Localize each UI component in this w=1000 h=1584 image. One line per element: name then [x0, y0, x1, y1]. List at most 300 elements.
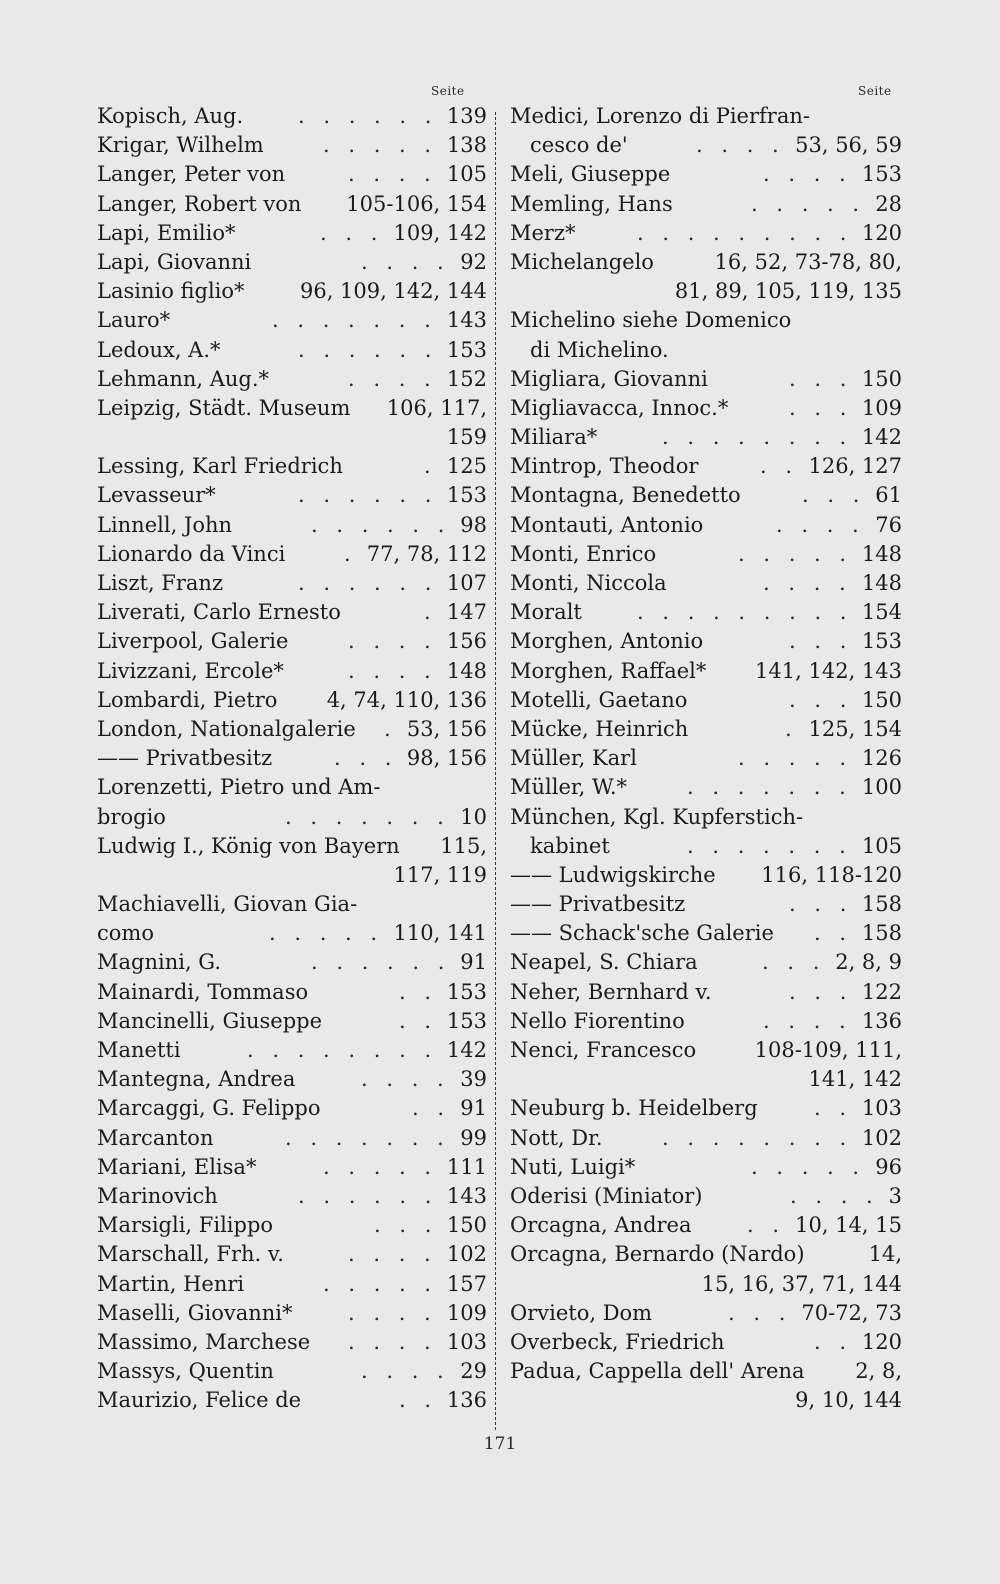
index-entry: [97, 1211, 487, 1240]
leader-dots: . . . .: [348, 162, 437, 187]
entry-name: —— Ludwigskirche: [510, 862, 716, 887]
entry-name: Lapi, Emilio*: [97, 220, 236, 245]
entry-name: Morghen, Antonio: [510, 629, 704, 654]
leader-dots: . . . . . . .: [687, 775, 852, 800]
index-entry: [97, 569, 487, 598]
index-entry: [510, 744, 902, 773]
entry-pages: 109: [861, 395, 902, 420]
index-entry: [510, 861, 902, 890]
entry-pages: 92: [460, 249, 487, 274]
leader-dots: . . . . .: [751, 1154, 866, 1179]
index-entry: [510, 1357, 902, 1386]
leader-dots: . . .: [374, 1213, 438, 1238]
leader-dots: . . . . .: [269, 921, 384, 946]
entry-name: como: [97, 921, 154, 946]
seite-label-right: Seite: [858, 84, 892, 98]
entry-name: Migliara, Giovanni: [510, 366, 708, 391]
leader-dots: . . . . . . .: [285, 1125, 450, 1150]
leader-dots: . . .: [802, 483, 866, 508]
leader-dots: . . . . .: [738, 746, 853, 771]
index-entry: [510, 511, 902, 540]
entry-pages: 106, 117,: [386, 395, 487, 420]
entry-pages: 105: [446, 162, 487, 187]
index-entry: [510, 248, 902, 277]
entry-name: Lorenzetti, Pietro und Am-: [97, 775, 381, 800]
entry-name: Manetti: [97, 1038, 181, 1062]
index-entry: [510, 598, 902, 627]
entry-pages: 61: [875, 483, 902, 508]
entry-pages: 126: [861, 746, 902, 771]
index-entry: [510, 1036, 902, 1065]
entry-pages: 153: [446, 337, 487, 362]
index-entry: [510, 1182, 902, 1211]
entry-name: Lehmann, Aug.*: [97, 366, 270, 391]
entry-pages: 136: [446, 1388, 487, 1413]
entry-pages: 147: [446, 600, 487, 625]
index-entry: [510, 219, 902, 248]
page-number: 171: [483, 1434, 517, 1454]
entry-pages: 150: [861, 366, 902, 391]
leader-dots: . . .: [728, 1300, 792, 1325]
leader-dots: . . . . . .: [311, 950, 451, 975]
entry-name: Motelli, Gaetano: [510, 687, 688, 712]
leader-dots: . . . .: [348, 366, 437, 391]
index-entry: [510, 277, 902, 306]
entry-name: brogio: [97, 804, 166, 829]
entry-pages: 153: [861, 162, 902, 187]
index-entry: [510, 190, 902, 219]
entry-pages: 156: [446, 629, 487, 654]
entry-name: Michelino siehe Domenico: [510, 308, 792, 333]
entry-name: —— Schack'sche Galerie: [510, 921, 774, 946]
index-entry: [97, 803, 487, 832]
entry-name: Mariani, Elisa*: [97, 1154, 257, 1179]
entry-name: Nello Fiorentino: [510, 1008, 685, 1033]
index-entry: [510, 481, 902, 510]
entry-pages: 16, 52, 73-78, 80,: [714, 249, 902, 274]
leader-dots: . . . . .: [323, 1154, 438, 1179]
index-entry: [510, 1240, 902, 1269]
leader-dots: . . . .: [763, 1008, 852, 1033]
entry-pages: 143: [446, 308, 487, 333]
leader-dots: . . . .: [348, 1329, 437, 1354]
entry-pages: 109, 142: [393, 220, 487, 245]
index-entry: [510, 569, 902, 598]
entry-name: Mintrop, Theodor: [510, 454, 699, 479]
leader-dots: . . . .: [348, 1242, 437, 1267]
index-entry: [510, 394, 902, 423]
entry-name: Maselli, Giovanni*: [97, 1300, 293, 1325]
entry-name: Linnell, John: [97, 512, 233, 537]
entry-pages: 116, 118-120: [761, 862, 902, 887]
index-entry: [510, 306, 902, 335]
leader-dots: . . . . .: [738, 541, 853, 566]
leader-dots: . . . . . . . .: [662, 1125, 853, 1150]
leader-dots: . . .: [320, 220, 384, 245]
entry-name: di Michelino.: [530, 337, 669, 362]
index-entry: [97, 423, 487, 452]
entry-pages: 98, 156: [406, 746, 487, 771]
entry-name: Lauro*: [97, 308, 171, 333]
entry-pages: 91: [460, 1096, 487, 1121]
entry-name: Mancinelli, Giuseppe: [97, 1008, 323, 1033]
index-entry: [510, 832, 902, 861]
entry-name: Padua, Cappella dell' Arena: [510, 1359, 805, 1384]
leader-dots: . . . . . .: [298, 571, 438, 595]
entry-name: Monti, Enrico: [510, 541, 657, 566]
entry-name: Nenci, Francesco: [510, 1038, 697, 1062]
index-entry: [97, 219, 487, 248]
index-entry: [97, 248, 487, 277]
index-entry: [510, 1124, 902, 1153]
entry-name: Orcagna, Bernardo (Nardo): [510, 1242, 805, 1267]
entry-pages: 14,: [868, 1242, 902, 1267]
entry-pages: 158: [861, 892, 902, 917]
leader-dots: . .: [412, 1096, 451, 1121]
index-entry: [97, 1386, 487, 1415]
entry-pages: 138: [446, 133, 487, 158]
leader-dots: . . .: [334, 746, 398, 771]
entry-pages: 96, 109, 142, 144: [299, 279, 487, 304]
index-entry: [510, 1094, 902, 1123]
index-entry: [510, 948, 902, 977]
entry-name: Mainardi, Tommaso: [97, 979, 309, 1004]
entry-name: Moralt: [510, 600, 582, 625]
entry-pages: 15, 16, 37, 71, 144: [701, 1271, 902, 1296]
entry-pages: 103: [446, 1329, 487, 1354]
leader-dots: . .: [814, 921, 853, 946]
index-entry: [97, 1007, 487, 1036]
leader-dots: .: [344, 541, 357, 566]
index-entry: [97, 394, 487, 423]
index-entry: [510, 540, 902, 569]
leader-dots: . . . .: [361, 249, 450, 274]
leader-dots: . .: [760, 454, 799, 479]
entry-pages: 136: [861, 1008, 902, 1033]
index-entry: [97, 1182, 487, 1211]
leader-dots: . . . . . .: [298, 1183, 438, 1208]
leader-dots: . . . . . .: [298, 337, 438, 362]
entry-name: Marschall, Frh. v.: [97, 1242, 284, 1267]
leader-dots: . . .: [762, 950, 826, 975]
index-entry: [97, 1153, 487, 1182]
entry-name: Meli, Giuseppe: [510, 162, 671, 187]
leader-dots: . .: [814, 1096, 853, 1121]
entry-pages: 143: [446, 1183, 487, 1208]
leader-dots: . . . . . .: [298, 483, 438, 508]
entry-pages: 96: [875, 1154, 902, 1179]
entry-name: Liszt, Franz: [97, 571, 224, 595]
leader-dots: . . . .: [763, 571, 852, 595]
entry-pages: 150: [446, 1213, 487, 1238]
entry-name: Memling, Hans: [510, 191, 673, 216]
entry-pages: 115,: [440, 833, 487, 858]
entry-pages: 102: [446, 1242, 487, 1267]
index-entry: [510, 131, 902, 160]
entry-pages: 154: [861, 600, 902, 625]
entry-name: Müller, Karl: [510, 746, 637, 771]
entry-name: Montagna, Benedetto: [510, 483, 741, 508]
entry-pages: 105: [861, 833, 902, 858]
entry-pages: 111: [446, 1154, 487, 1179]
entry-pages: 70-72, 73: [801, 1300, 902, 1325]
leader-dots: . . . .: [776, 512, 865, 537]
leader-dots: . . .: [789, 687, 853, 712]
index-entry: [97, 190, 487, 219]
entry-pages: 53, 56, 59: [795, 133, 902, 158]
entry-pages: 4, 74, 110, 136: [326, 687, 487, 712]
index-entry: [97, 715, 487, 744]
entry-name: Machiavelli, Giovan Gia-: [97, 892, 358, 917]
entry-pages: 122: [861, 979, 902, 1004]
index-entry: [510, 1386, 902, 1415]
index-column-left: [97, 102, 487, 1415]
entry-pages: 81, 89, 105, 119, 135: [674, 279, 902, 304]
entry-pages: 120: [861, 220, 902, 245]
entry-pages: 148: [861, 571, 902, 595]
index-entry: [97, 1240, 487, 1269]
entry-name: Merz*: [510, 220, 576, 245]
index-entry: [97, 277, 487, 306]
leader-dots: . . . .: [348, 658, 437, 683]
index-entry: [510, 160, 902, 189]
seite-label-left: Seite: [431, 84, 465, 98]
entry-name: Langer, Robert von: [97, 191, 302, 216]
index-entry: [97, 365, 487, 394]
entry-name: Mücke, Heinrich: [510, 716, 689, 741]
index-entry: [510, 715, 902, 744]
entry-pages: 91: [460, 950, 487, 975]
leader-dots: . . . . .: [323, 133, 438, 158]
leader-dots: .: [424, 454, 437, 479]
index-entry: [510, 1270, 902, 1299]
index-entry: [97, 336, 487, 365]
entry-name: Ludwig I., König von Bayern: [97, 833, 400, 858]
index-entry: [510, 1299, 902, 1328]
leader-dots: . .: [399, 979, 438, 1004]
index-entry: [97, 890, 487, 919]
entry-pages: 141, 142: [808, 1067, 902, 1092]
entry-name: —— Privatbesitz: [510, 892, 686, 917]
entry-pages: 9, 10, 144: [795, 1388, 902, 1413]
entry-name: Nott, Dr.: [510, 1125, 603, 1150]
entry-name: Montauti, Antonio: [510, 512, 704, 537]
index-entry: [97, 1357, 487, 1386]
entry-pages: 76: [875, 512, 902, 537]
leader-dots: . . .: [789, 892, 853, 917]
entry-name: cesco de': [530, 133, 628, 158]
index-entry: [510, 365, 902, 394]
entry-pages: 153: [446, 1008, 487, 1033]
entry-pages: 148: [861, 541, 902, 566]
index-entry: [97, 1299, 487, 1328]
entry-name: Liverpool, Galerie: [97, 629, 289, 654]
leader-dots: . . . .: [361, 1359, 450, 1384]
leader-dots: . . . . . . .: [687, 833, 852, 858]
entry-pages: 141, 142, 143: [755, 658, 902, 683]
entry-name: Neher, Bernhard v.: [510, 979, 712, 1004]
entry-pages: 109: [446, 1300, 487, 1325]
index-entry: [97, 1094, 487, 1123]
leader-dots: . . .: [789, 979, 853, 1004]
leader-dots: . . . . . . .: [285, 804, 450, 829]
index-entry: [97, 1270, 487, 1299]
entry-name: Liverati, Carlo Ernesto: [97, 600, 341, 625]
index-entry: [510, 336, 902, 365]
index-entry: [97, 627, 487, 656]
entry-name: Ledoux, A.*: [97, 337, 221, 362]
entry-name: München, Kgl. Kupferstich-: [510, 804, 804, 829]
entry-pages: 120: [861, 1329, 902, 1354]
index-entry: [97, 919, 487, 948]
index-entry: [510, 1065, 902, 1094]
entry-pages: 142: [861, 425, 902, 450]
index-entry: [510, 1153, 902, 1182]
entry-name: Lionardo da Vinci: [97, 541, 286, 566]
entry-pages: 153: [861, 629, 902, 654]
index-entry: [510, 686, 902, 715]
entry-pages: 159: [446, 425, 487, 450]
index-entry: [97, 657, 487, 686]
index-entry: [97, 948, 487, 977]
entry-pages: 99: [460, 1125, 487, 1150]
entry-name: Magnini, G.: [97, 950, 222, 975]
entry-name: Neuburg b. Heidelberg: [510, 1096, 758, 1121]
entry-pages: 105-106, 154: [346, 191, 487, 216]
index-entry: [510, 978, 902, 1007]
index-entry: [510, 1328, 902, 1357]
entry-pages: 39: [460, 1067, 487, 1092]
entry-name: Nuti, Luigi*: [510, 1154, 636, 1179]
entry-name: Martin, Henri: [97, 1271, 245, 1296]
index-entry: [97, 160, 487, 189]
entry-name: Medici, Lorenzo di Pierfran-: [510, 104, 810, 128]
index-entry: [97, 452, 487, 481]
index-entry: [510, 890, 902, 919]
index-entry: [97, 1328, 487, 1357]
leader-dots: . . . . . . . . .: [637, 220, 853, 245]
entry-pages: 100: [861, 775, 902, 800]
entry-name: Kopisch, Aug.: [97, 104, 244, 128]
leader-dots: . . . .: [348, 629, 437, 654]
leader-dots: . .: [814, 1329, 853, 1354]
entry-name: Marcanton: [97, 1125, 214, 1150]
entry-name: Lombardi, Pietro: [97, 687, 278, 712]
index-entry: [97, 540, 487, 569]
entry-pages: 53, 156: [406, 716, 487, 741]
entry-pages: 2, 8,: [855, 1359, 902, 1384]
leader-dots: . . . .: [361, 1067, 450, 1092]
leader-dots: . . .: [789, 629, 853, 654]
entry-pages: 28: [875, 191, 902, 216]
entry-name: London, Nationalgalerie: [97, 716, 356, 741]
column-divider: [495, 112, 504, 1430]
index-entry: [97, 511, 487, 540]
leader-dots: . . . . . . . . .: [637, 600, 853, 625]
entry-name: Krigar, Wilhelm: [97, 133, 264, 158]
leader-dots: . . . . . . . .: [662, 425, 853, 450]
entry-name: Migliavacca, Innoc.*: [510, 395, 729, 420]
leader-dots: .: [384, 716, 397, 741]
entry-pages: 150: [861, 687, 902, 712]
index-entry: [510, 803, 902, 832]
entry-name: Maurizio, Felice de: [97, 1388, 302, 1413]
index-entry: [510, 452, 902, 481]
leader-dots: . . .: [789, 366, 853, 391]
entry-pages: 153: [446, 979, 487, 1004]
index-entry: [510, 657, 902, 686]
index-entry: [510, 1211, 902, 1240]
entry-name: Langer, Peter von: [97, 162, 286, 187]
leader-dots: .: [424, 600, 437, 625]
entry-pages: 152: [446, 366, 487, 391]
entry-name: Lasinio figlio*: [97, 279, 245, 304]
entry-name: Monti, Niccola: [510, 571, 667, 595]
entry-name: Michelangelo: [510, 249, 654, 274]
index-entry: [97, 861, 487, 890]
entry-name: Overbeck, Friedrich: [510, 1329, 725, 1354]
entry-pages: 107: [446, 571, 487, 595]
index-entry: [510, 1007, 902, 1036]
entry-name: Orcagna, Andrea: [510, 1213, 692, 1238]
index-entry: [97, 744, 487, 773]
entry-pages: 117, 119: [393, 862, 487, 887]
entry-pages: 10, 14, 15: [795, 1213, 902, 1238]
index-entry: [510, 773, 902, 802]
leader-dots: . .: [399, 1388, 438, 1413]
entry-name: Oderisi (Miniator): [510, 1183, 703, 1208]
leader-dots: . . . . .: [323, 1271, 438, 1296]
leader-dots: . . . . . . .: [272, 308, 437, 333]
index-entry: [97, 102, 487, 131]
leader-dots: . . . . . . . .: [247, 1038, 438, 1062]
entry-pages: 110, 141: [393, 921, 487, 946]
leader-dots: . . . .: [790, 1183, 879, 1208]
entry-name: Morghen, Raffael*: [510, 658, 707, 683]
leader-dots: .: [785, 716, 798, 741]
entry-name: Lapi, Giovanni: [97, 249, 252, 274]
entry-name: Lessing, Karl Friedrich: [97, 454, 343, 479]
entry-pages: 3: [888, 1183, 902, 1208]
entry-pages: 153: [446, 483, 487, 508]
entry-name: Marsigli, Filippo: [97, 1213, 274, 1238]
entry-pages: 102: [861, 1125, 902, 1150]
leader-dots: . . .: [789, 395, 853, 420]
entry-name: Neapel, S. Chiara: [510, 950, 698, 975]
entry-name: Levasseur*: [97, 483, 216, 508]
index-entry: [97, 978, 487, 1007]
entry-pages: 98: [460, 512, 487, 537]
entry-name: Müller, W.*: [510, 775, 628, 800]
entry-name: Marinovich: [97, 1183, 218, 1208]
index-entry: [97, 773, 487, 802]
entry-name: Marcaggi, G. Felippo: [97, 1096, 321, 1121]
entry-pages: 142: [446, 1038, 487, 1062]
leader-dots: . . . .: [763, 162, 852, 187]
entry-name: Mantegna, Andrea: [97, 1067, 296, 1092]
leader-dots: . .: [747, 1213, 786, 1238]
index-entry: [510, 919, 902, 948]
entry-pages: 108-109, 111,: [754, 1038, 902, 1062]
entry-name: kabinet: [530, 833, 610, 858]
leader-dots: . . . . .: [751, 191, 866, 216]
entry-pages: 125: [446, 454, 487, 479]
entry-name: —— Privatbesitz: [97, 746, 273, 771]
entry-pages: 77, 78, 112: [366, 541, 487, 566]
entry-name: Miliara*: [510, 425, 598, 450]
entry-name: Massys, Quentin: [97, 1359, 274, 1384]
entry-pages: 103: [861, 1096, 902, 1121]
